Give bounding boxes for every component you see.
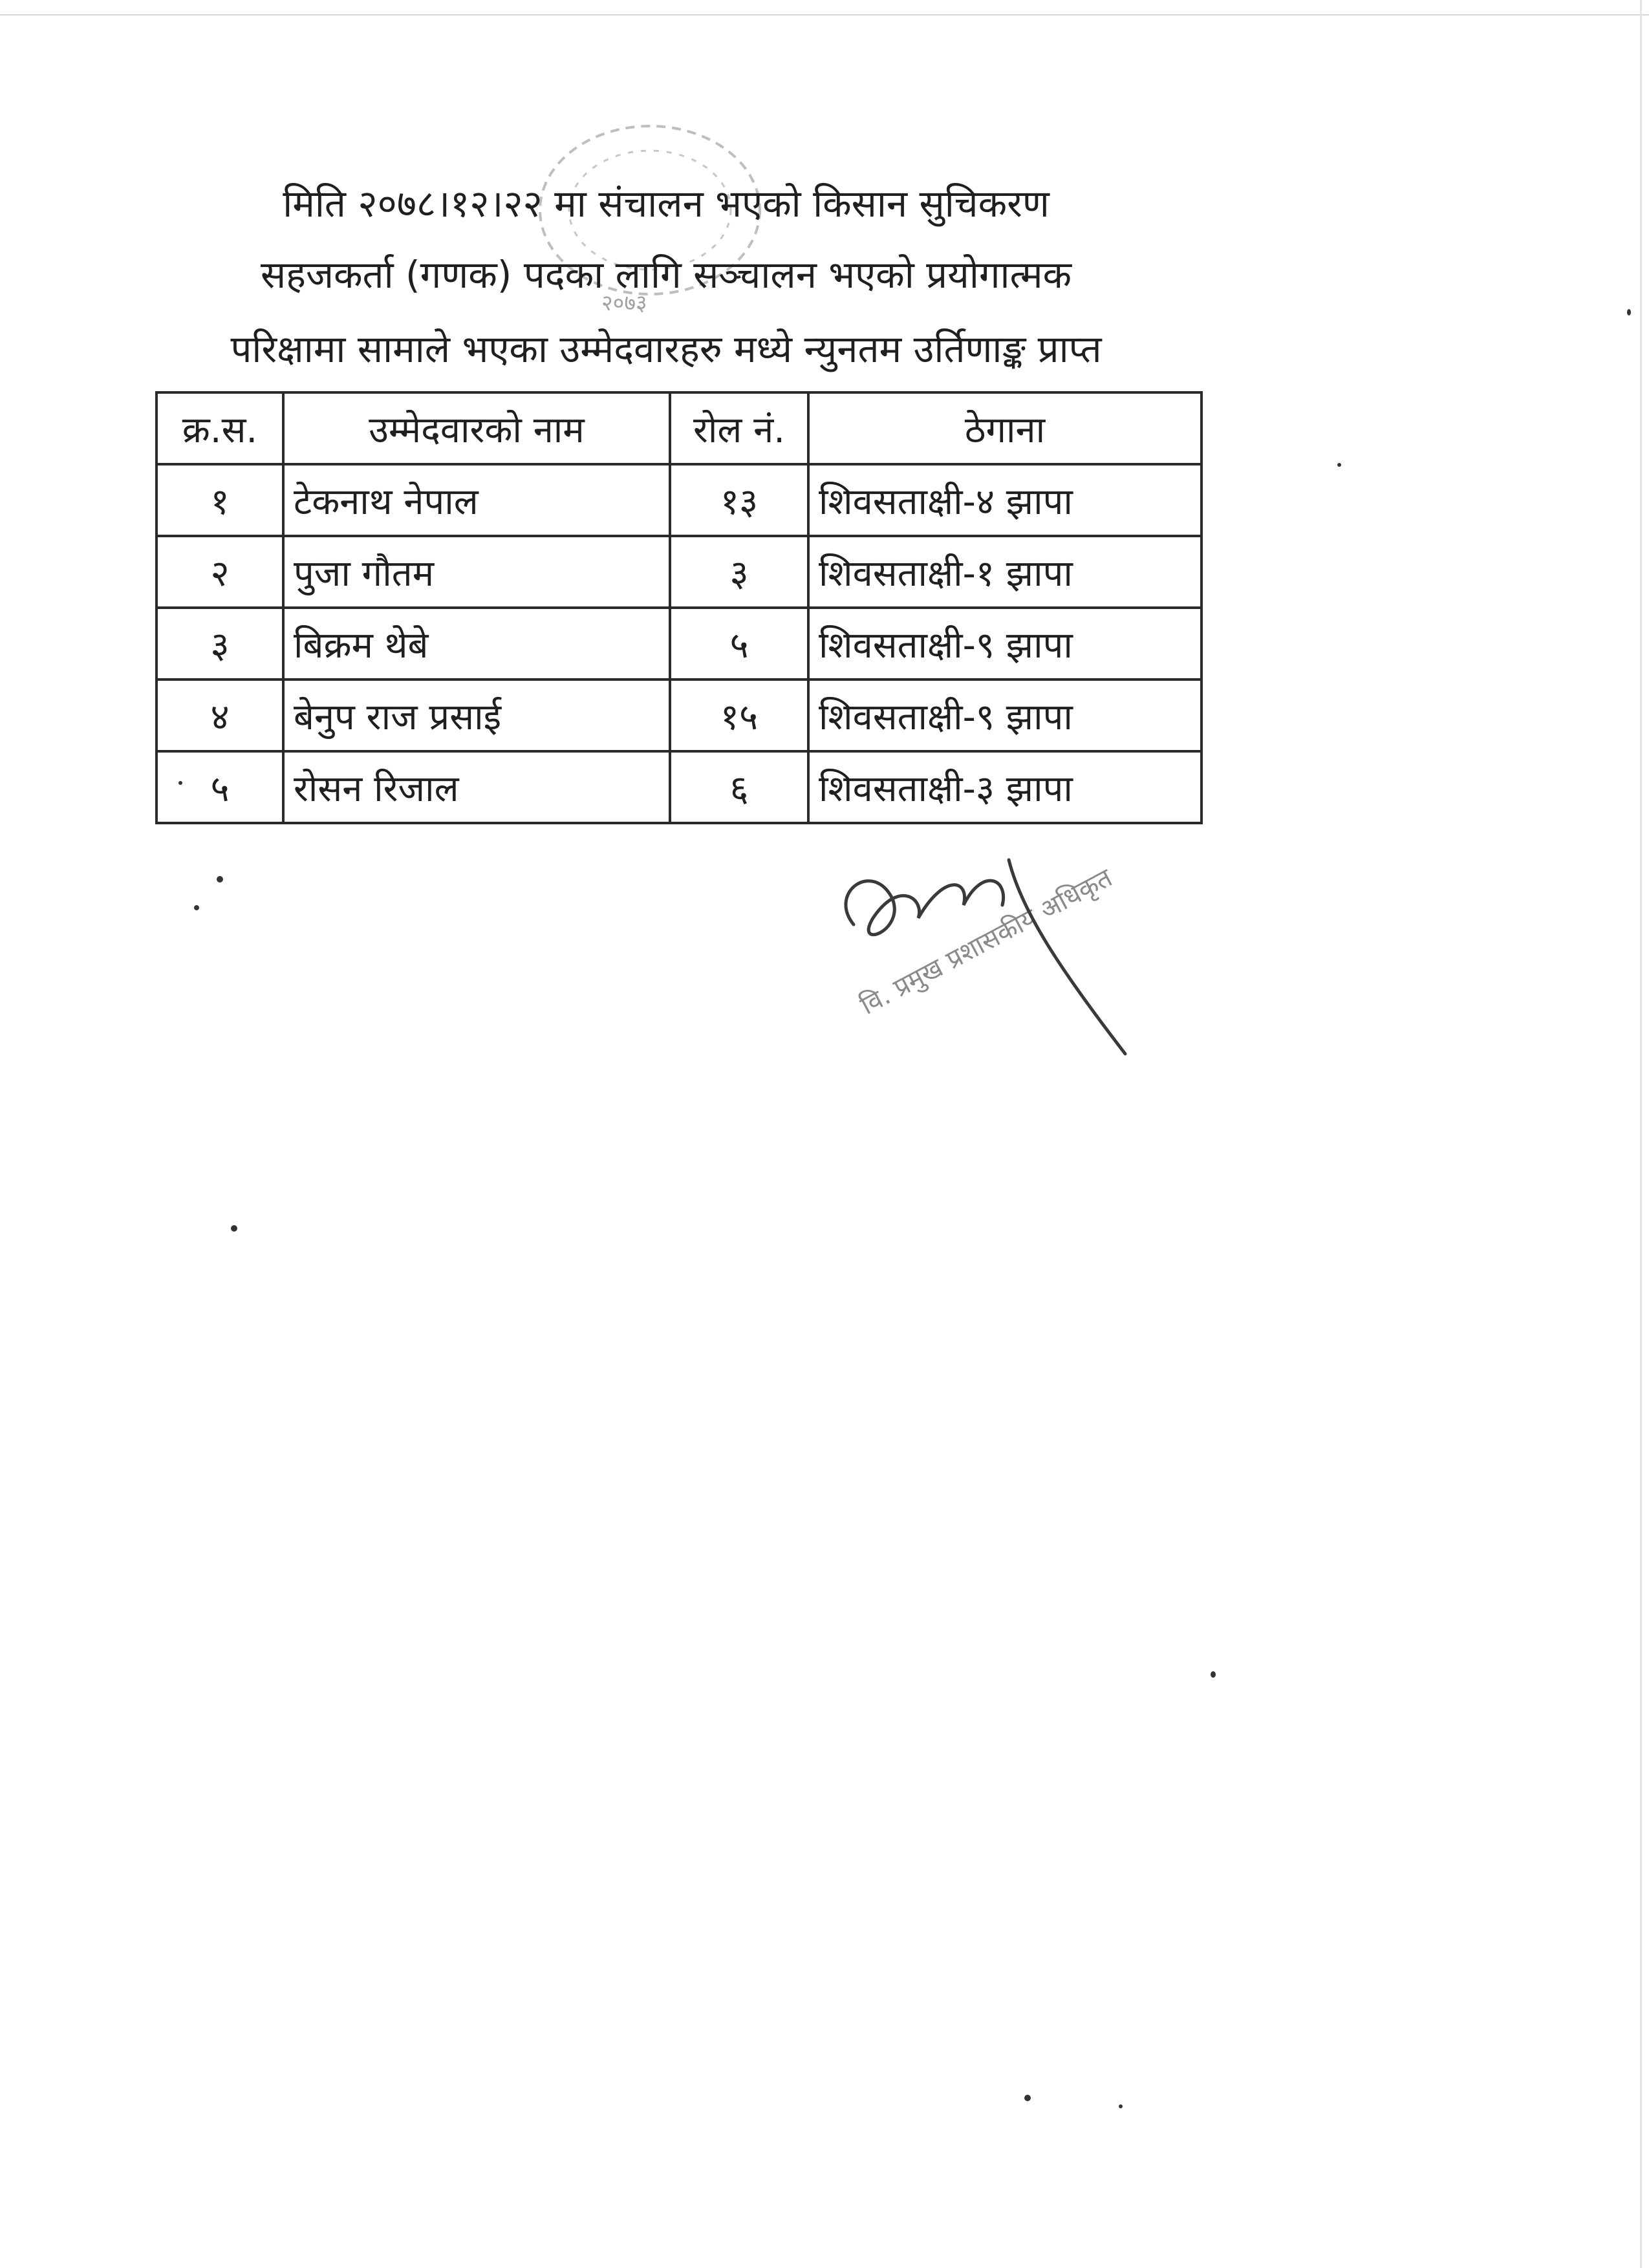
scan-speck — [1337, 463, 1341, 467]
cell-candidate-name: पुजा गौतम — [283, 536, 670, 608]
cell-roll-number: १५ — [670, 679, 808, 751]
page-right-edge — [1640, 0, 1642, 2268]
scan-speck — [231, 1225, 237, 1232]
scan-speck — [1119, 2104, 1123, 2108]
table-header-row — [156, 392, 1202, 464]
candidate-result-table — [155, 391, 1203, 824]
cell-candidate-name: बिक्रम थेबे — [283, 608, 670, 679]
stamp-year: २०७३ — [601, 290, 647, 316]
cell-serial-number: १ — [156, 464, 283, 536]
cell-address: शिवसताक्षी-९ झापा — [808, 608, 1202, 679]
scan-speck — [1024, 2095, 1031, 2101]
scan-speck — [217, 876, 223, 883]
header-roll-number: रोल नं. — [670, 392, 808, 464]
cell-roll-number: ३ — [670, 536, 808, 608]
cell-serial-number: ४ — [156, 679, 283, 751]
signature-stamp-caption: वि. प्रमुख प्रशासकीय अधिकृत — [856, 862, 1117, 1021]
table-row — [156, 608, 1202, 679]
header-address: ठेगाना — [808, 392, 1202, 464]
cell-address: शिवसताक्षी-९ झापा — [808, 679, 1202, 751]
header-candidate-name: उम्मेदवारको नाम — [283, 392, 670, 464]
cell-serial-number: २ — [156, 536, 283, 608]
table-row — [156, 751, 1202, 823]
cell-roll-number: १३ — [670, 464, 808, 536]
table-row — [156, 679, 1202, 751]
officer-signature — [815, 821, 1216, 1067]
cell-serial-number: ३ — [156, 608, 283, 679]
cell-serial-number: ५ — [156, 751, 283, 823]
header-serial-number: क्र.स. — [156, 392, 283, 464]
table-row — [156, 464, 1202, 536]
cell-address: शिवसताक्षी-१ झापा — [808, 536, 1202, 608]
cell-candidate-name: रोसन रिजाल — [283, 751, 670, 823]
cell-address: शिवसताक्षी-४ झापा — [808, 464, 1202, 536]
heading-line-1: मिति २०७८।१२।२२ मा संचालन भएको किसान सुचिकरण — [283, 182, 1050, 226]
cell-roll-number: ६ — [670, 751, 808, 823]
scan-speck — [178, 781, 182, 785]
scan-speck — [194, 905, 199, 910]
scan-speck — [1211, 1671, 1216, 1678]
table-row — [156, 536, 1202, 608]
heading-line-3: परिक्षामा सामाले भएका उम्मेदवारहरु मध्ये न्युनतम उर्तिणाङ्क प्राप्त — [230, 327, 1102, 371]
page-top-edge — [0, 14, 1649, 16]
heading-line-2: सहजकर्ता (गणक) पदका लागि सञ्चालन भएको प्रयोगात्मक — [260, 253, 1072, 297]
scan-speck — [1627, 309, 1631, 316]
cell-candidate-name: बेनुप राज प्रसाई — [283, 679, 670, 751]
cell-address: शिवसताक्षी-३ झापा — [808, 751, 1202, 823]
cell-roll-number: ५ — [670, 608, 808, 679]
cell-candidate-name: टेकनाथ नेपाल — [283, 464, 670, 536]
